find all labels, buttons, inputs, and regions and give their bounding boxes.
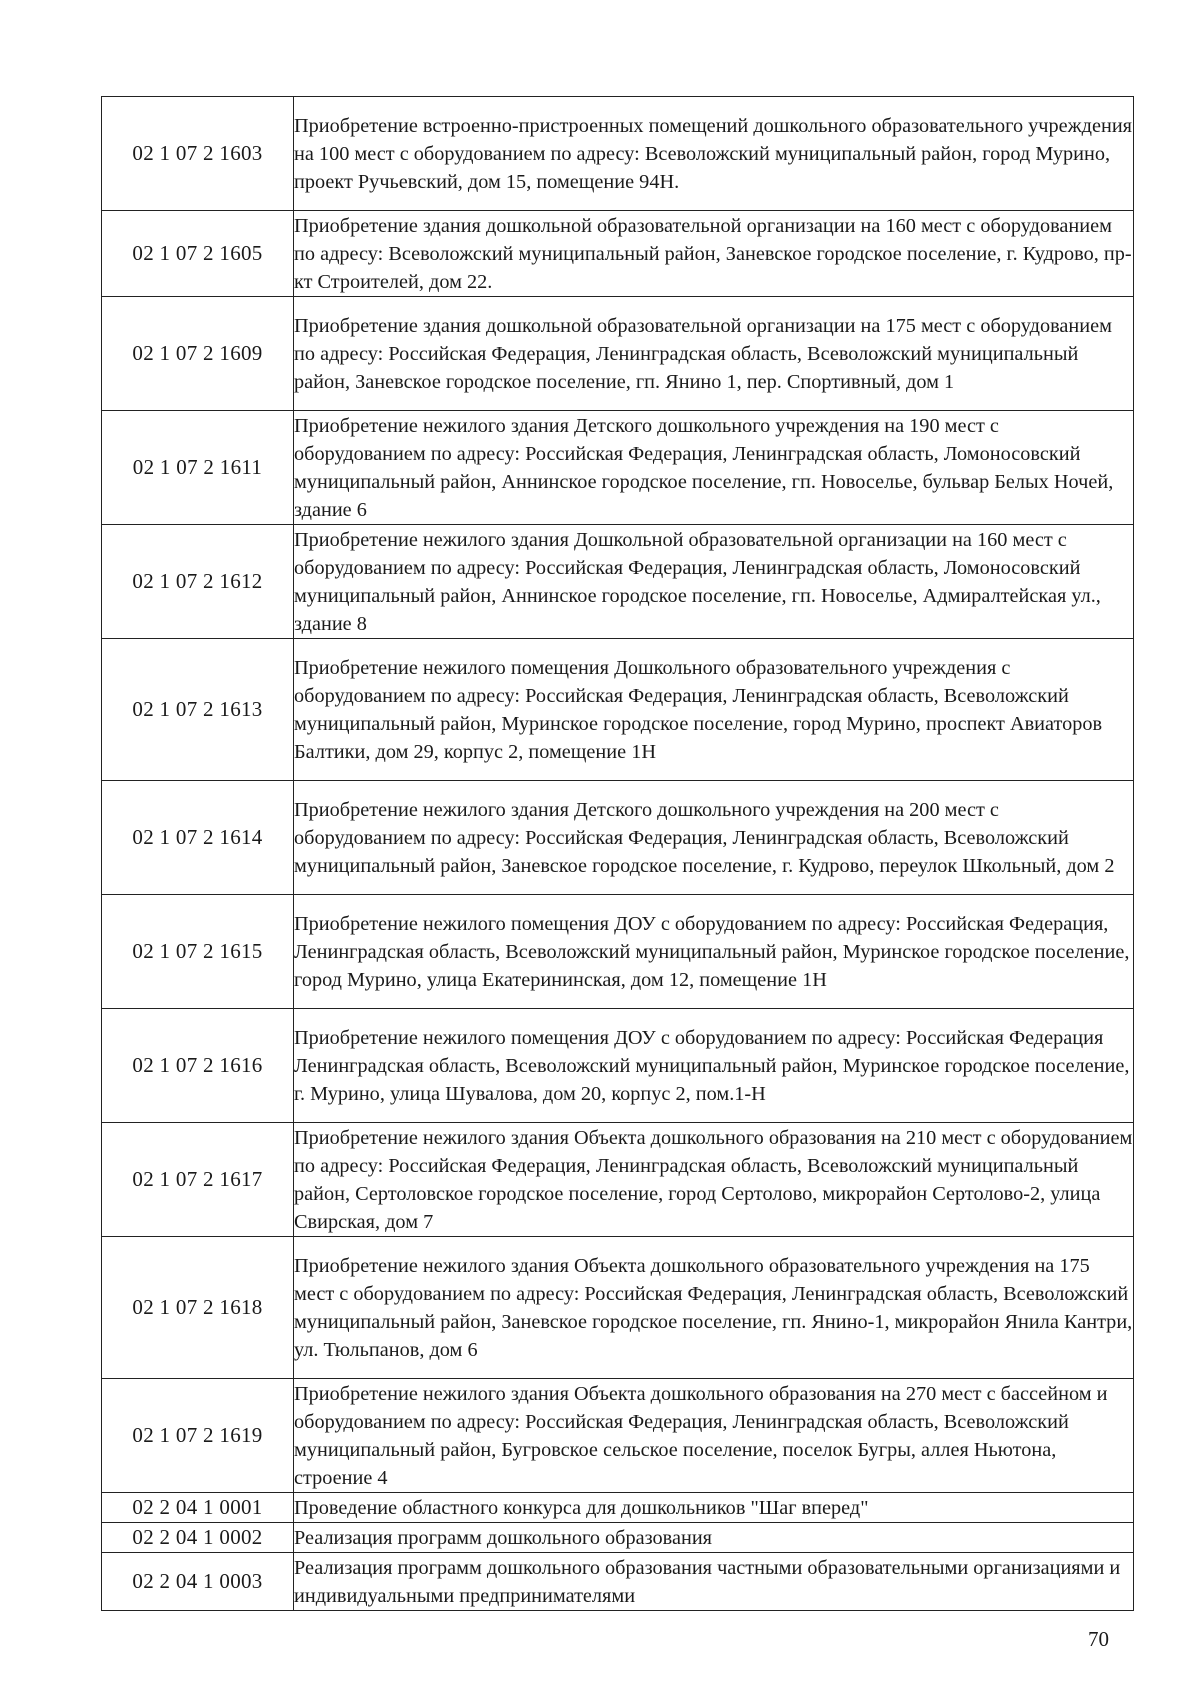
budget-classification-table: [101, 96, 1134, 1611]
description-cell: Приобретение встроенно-пристроенных помещений дошкольного образовательного учреждения на 100 мест с оборудованием по адресу: Всеволожский муниципальный район, город Мурино, проект Ручьевский, дом 15, помещение 94Н.: [294, 97, 1134, 211]
budget-code-cell: 02 1 07 2 1618: [102, 1237, 294, 1379]
description-cell: Реализация программ дошкольного образования: [294, 1523, 1134, 1553]
table-row: [102, 1523, 1134, 1553]
table-row: [102, 1123, 1134, 1237]
description-cell: Приобретение нежилого здания Дошкольной образовательной организации на 160 мест с оборудованием по адресу: Российская Федерация, Ленинградская область, Ломоносовский муниципальный район, Аннинское городское поселение, гп. Новоселье, Адмиралтейская ул., здание 8: [294, 525, 1134, 639]
table-row: [102, 1009, 1134, 1123]
table-row: [102, 97, 1134, 211]
description-cell: Приобретение нежилого здания Детского дошкольного учреждения на 200 мест с оборудованием по адресу: Российская Федерация, Ленинградская область, Всеволожский муниципальный район, Заневское городское поселение, г. Кудрово, переулок Школьный, дом 2: [294, 781, 1134, 895]
table-row: [102, 1379, 1134, 1493]
description-cell: Приобретение здания дошкольной образовательной организации на 175 мест с оборудованием по адресу: Российская Федерация, Ленинградская область, Всеволожский муниципальный район, Заневское городское поселение, гп. Янино 1, пер. Спортивный, дом 1: [294, 297, 1134, 411]
description-cell: Приобретение нежилого помещения ДОУ с оборудованием по адресу: Российская Федерация Ленинградская область, Всеволожский муниципальный район, Муринское городское поселение, г. Мурино, улица Шувалова, дом 20, корпус 2, пом.1-Н: [294, 1009, 1134, 1123]
table-row: [102, 1493, 1134, 1523]
budget-code-cell: 02 1 07 2 1613: [102, 639, 294, 781]
description-cell: Приобретение здания дошкольной образовательной организации на 160 мест с оборудованием по адресу: Всеволожский муниципальный район, Заневское городское поселение, г. Кудрово, пр-кт Строителей, дом 22.: [294, 211, 1134, 297]
budget-code-cell: 02 1 07 2 1609: [102, 297, 294, 411]
budget-code-cell: 02 1 07 2 1605: [102, 211, 294, 297]
budget-code-cell: 02 1 07 2 1603: [102, 97, 294, 211]
budget-code-cell: 02 2 04 1 0001: [102, 1493, 294, 1523]
budget-code-cell: 02 2 04 1 0002: [102, 1523, 294, 1553]
budget-code-cell: 02 1 07 2 1617: [102, 1123, 294, 1237]
page-number: 70: [1088, 1627, 1109, 1651]
budget-code-cell: 02 1 07 2 1615: [102, 895, 294, 1009]
description-cell: Реализация программ дошкольного образования частными образовательными организациями и индивидуальными предпринимателями: [294, 1553, 1134, 1611]
budget-code-cell: 02 2 04 1 0003: [102, 1553, 294, 1611]
table-row: [102, 639, 1134, 781]
table-row: [102, 781, 1134, 895]
table-row: [102, 297, 1134, 411]
description-cell: Проведение областного конкурса для дошкольников "Шаг вперед": [294, 1493, 1134, 1523]
description-cell: Приобретение нежилого помещения ДОУ с оборудованием по адресу: Российская Федерация, Ленинградская область, Всеволожский муниципальный район, Муринское городское поселение, город Мурино, улица Екатерининская, дом 12, помещение 1Н: [294, 895, 1134, 1009]
table-row: [102, 1553, 1134, 1611]
budget-code-cell: 02 1 07 2 1619: [102, 1379, 294, 1493]
description-cell: Приобретение нежилого здания Детского дошкольного учреждения на 190 мест с оборудованием по адресу: Российская Федерация, Ленинградская область, Ломоносовский муниципальный район, Аннинское городское поселение, гп. Новоселье, бульвар Белых Ночей, здание 6: [294, 411, 1134, 525]
budget-code-cell: 02 1 07 2 1612: [102, 525, 294, 639]
budget-code-cell: 02 1 07 2 1611: [102, 411, 294, 525]
table-row: [102, 525, 1134, 639]
table-row: [102, 211, 1134, 297]
description-cell: Приобретение нежилого здания Объекта дошкольного образовательного учреждения на 175 мест с оборудованием по адресу: Российская Федерация, Ленинградская область, Всеволожский муниципальный район, Заневское городское поселение, гп. Янино-1, микрорайон Янила Кантри, ул. Тюльпанов, дом 6: [294, 1237, 1134, 1379]
description-cell: Приобретение нежилого здания Объекта дошкольного образования на 270 мест с бассейном и оборудованием по адресу: Российская Федерация, Ленинградская область, Всеволожский муниципальный район, Бугровское сельское поселение, поселок Бугры, аллея Ньютона, строение 4: [294, 1379, 1134, 1493]
budget-code-cell: 02 1 07 2 1614: [102, 781, 294, 895]
table-row: [102, 1237, 1134, 1379]
table-row: [102, 411, 1134, 525]
budget-code-cell: 02 1 07 2 1616: [102, 1009, 294, 1123]
description-cell: Приобретение нежилого помещения Дошкольного образовательного учреждения с оборудованием по адресу: Российская Федерация, Ленинградская область, Всеволожский муниципальный район, Муринское городское поселение, город Мурино, проспект Авиаторов Балтики, дом 29, корпус 2, помещение 1Н: [294, 639, 1134, 781]
description-cell: Приобретение нежилого здания Объекта дошкольного образования на 210 мест с оборудованием по адресу: Российская Федерация, Ленинградская область, Всеволожский муниципальный район, Сертоловское городское поселение, город Сертолово, микрорайон Сертолово-2, улица Свирская, дом 7: [294, 1123, 1134, 1237]
table-row: [102, 895, 1134, 1009]
